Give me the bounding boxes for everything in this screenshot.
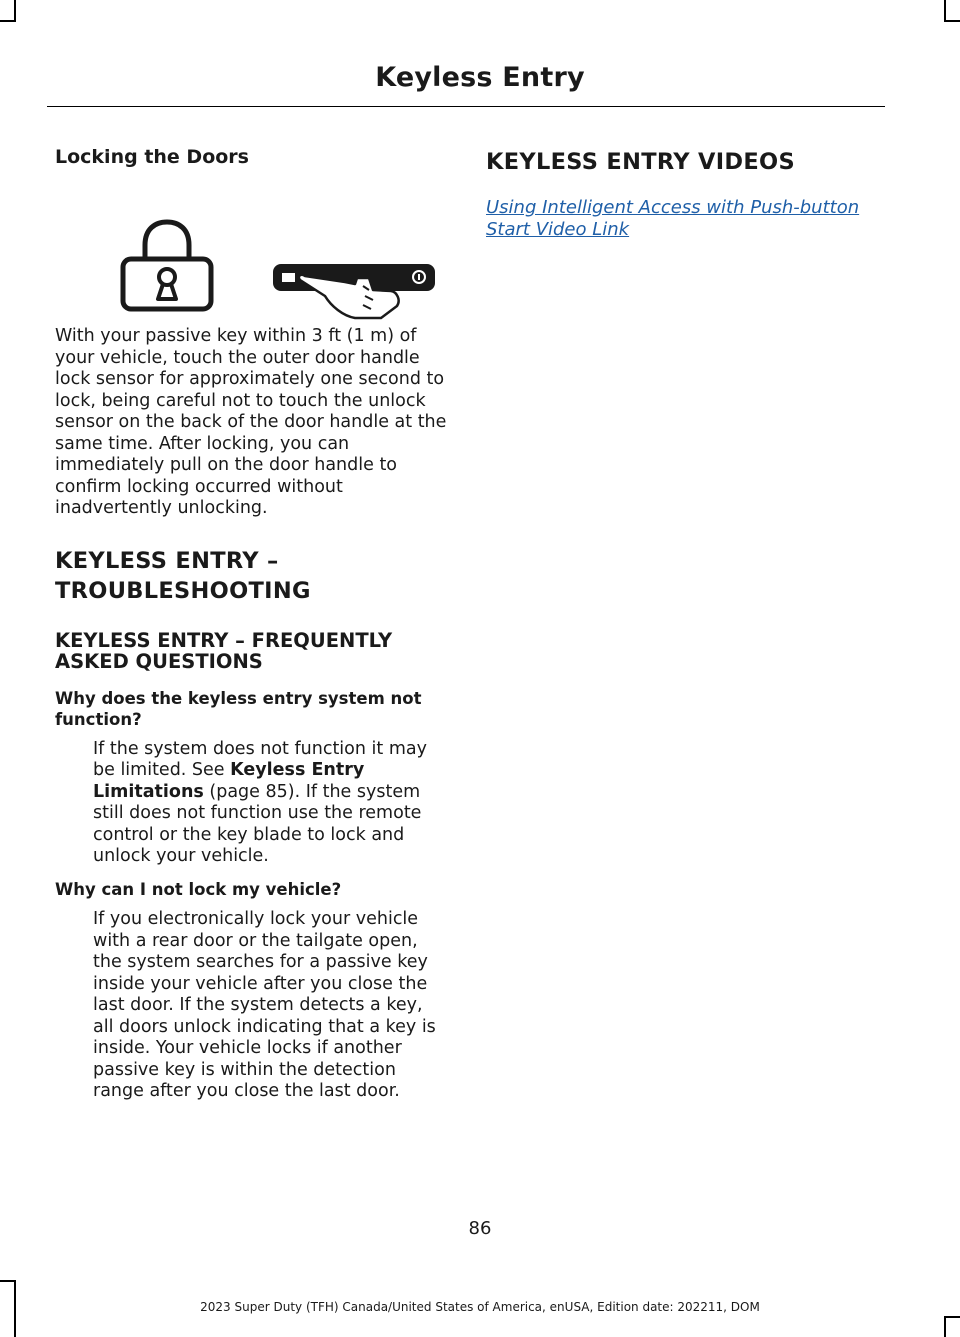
crop-mark [944,1316,960,1318]
crop-mark [14,0,16,22]
intelligent-access-video-link[interactable]: Using Intelligent Access with Push-button Start Video Link [486,197,860,240]
page-title: Keyless Entry [375,62,585,93]
crop-mark [944,0,946,22]
edition-footer: 2023 Super Duty (TFH) Canada/United States of America, enUSA, Edition date: 202211, DOM [200,1300,760,1314]
crop-mark [0,20,16,22]
door-handle-touch-icon [269,230,439,320]
answer-1-text: If the system does not function it may be limited. See [93,738,427,780]
keyless-entry-limitations-reference: Keyless Entry Limitations [93,760,365,802]
crop-mark [0,1280,16,1282]
crop-mark [944,20,960,22]
lock-icon [117,215,217,315]
header-divider [47,106,885,107]
faq-question-1: Why does the keyless entry system not function? [55,688,422,729]
right-column [486,146,886,241]
locking-body: With your passive key within 3 ft (1 m) of your vehicle, touch the outer door handle lock sensor for approximately one second to lock, being careful not to touch the unlock sensor on the back of the door handle at the same time. After locking, you can immediately pull on the door handle to confirm locking occurred without inadvertently unlocking. [55,326,447,518]
videos-title: KEYLESS ENTRY VIDEOS [486,149,795,175]
page-number: 86 [468,1218,492,1239]
troubleshooting-title-line2: TROUBLESHOOTING [55,577,311,604]
left-column [55,146,447,1103]
faq-heading: KEYLESS ENTRY – FREQUENTLY ASKED QUESTIONS [55,628,393,673]
troubleshooting-title-line1: KEYLESS ENTRY – [55,547,279,574]
faq-answer-2: If you electronically lock your vehicle with a rear door or the tailgate open, the system searches for a passive key inside your vehicle after you close the last door. If the system detects a key, all doors unlock indicating that a key is inside. Your vehicle locks if another passive key is within the detection range after you close the last door. [93,909,436,1101]
faq-answer-1 [55,739,447,868]
locking-figure [55,168,447,326]
crop-mark [944,1318,946,1337]
locking-heading: Locking the Doors [55,146,249,168]
faq-question-2: Why can I not lock my vehicle? [55,879,342,899]
answer-1-text-cont: (page 85). If the system still does not function use the remote control or the key blade to lock and unlock your vehicle. [93,781,422,866]
